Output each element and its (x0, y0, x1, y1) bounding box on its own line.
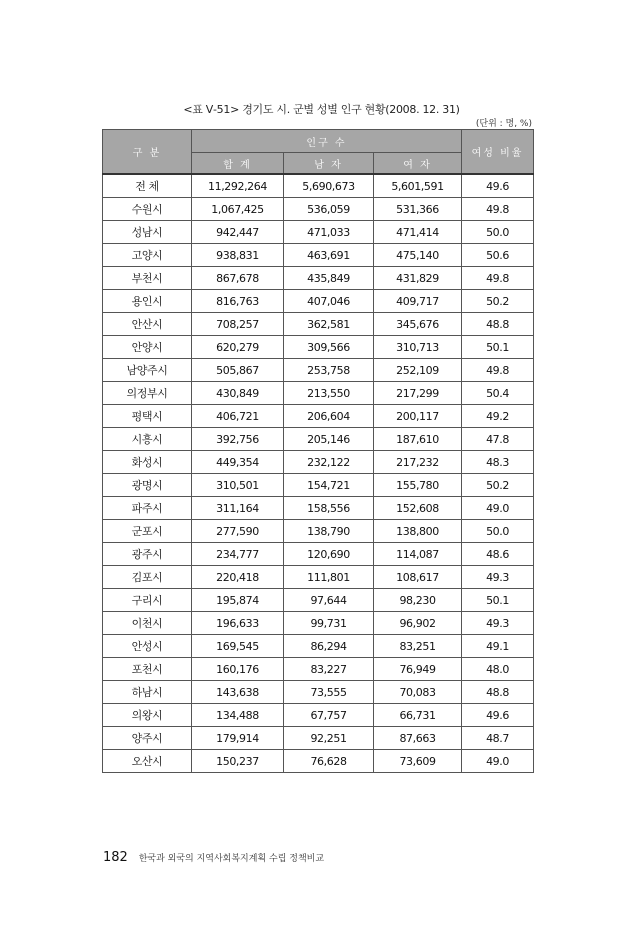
table-row (103, 198, 534, 221)
cell-male: 76,628 (284, 750, 374, 773)
cell-female-ratio: 48.8 (462, 681, 534, 704)
table-row (103, 520, 534, 543)
cell-female-ratio: 48.0 (462, 658, 534, 681)
table-row (103, 566, 534, 589)
cell-male: 471,033 (284, 221, 374, 244)
cell-female: 114,087 (374, 543, 462, 566)
table-row (103, 290, 534, 313)
table-row (103, 382, 534, 405)
cell-female: 310,713 (374, 336, 462, 359)
table-row (103, 750, 534, 773)
cell-female-ratio: 50.0 (462, 520, 534, 543)
cell-total: 1,067,425 (192, 198, 284, 221)
table-row (103, 313, 534, 336)
table-row (103, 497, 534, 520)
cell-female: 409,717 (374, 290, 462, 313)
cell-male: 83,227 (284, 658, 374, 681)
population-table (102, 129, 534, 773)
cell-region: 양주시 (103, 727, 192, 750)
header-total: 합 계 (192, 153, 284, 175)
cell-region: 전 체 (103, 174, 192, 198)
cell-female-ratio: 49.6 (462, 704, 534, 727)
cell-female-ratio: 48.3 (462, 451, 534, 474)
cell-total: 277,590 (192, 520, 284, 543)
cell-male: 73,555 (284, 681, 374, 704)
header-female: 여 자 (374, 153, 462, 175)
cell-region: 광명시 (103, 474, 192, 497)
cell-female: 87,663 (374, 727, 462, 750)
cell-female: 5,601,591 (374, 174, 462, 198)
cell-total: 143,638 (192, 681, 284, 704)
cell-female: 138,800 (374, 520, 462, 543)
cell-total: 620,279 (192, 336, 284, 359)
cell-total: 150,237 (192, 750, 284, 773)
header-population: 인구 수 (192, 130, 462, 153)
cell-total: 310,501 (192, 474, 284, 497)
cell-female: 217,232 (374, 451, 462, 474)
cell-female: 531,366 (374, 198, 462, 221)
cell-female-ratio: 49.1 (462, 635, 534, 658)
page-footer (103, 850, 324, 865)
cell-total: 234,777 (192, 543, 284, 566)
cell-male: 232,122 (284, 451, 374, 474)
cell-total: 430,849 (192, 382, 284, 405)
cell-total: 311,164 (192, 497, 284, 520)
cell-female: 431,829 (374, 267, 462, 290)
cell-total: 169,545 (192, 635, 284, 658)
cell-female-ratio: 49.3 (462, 566, 534, 589)
cell-female-ratio: 49.8 (462, 359, 534, 382)
cell-female: 152,608 (374, 497, 462, 520)
table-row (103, 612, 534, 635)
cell-male: 99,731 (284, 612, 374, 635)
cell-female: 345,676 (374, 313, 462, 336)
cell-male: 158,556 (284, 497, 374, 520)
cell-female: 155,780 (374, 474, 462, 497)
cell-female-ratio: 50.1 (462, 336, 534, 359)
cell-male: 111,801 (284, 566, 374, 589)
cell-total: 220,418 (192, 566, 284, 589)
cell-total: 160,176 (192, 658, 284, 681)
table-row (103, 681, 534, 704)
cell-total: 406,721 (192, 405, 284, 428)
cell-total: 134,488 (192, 704, 284, 727)
cell-total: 196,633 (192, 612, 284, 635)
cell-region: 부천시 (103, 267, 192, 290)
page-number: 182 (103, 850, 128, 865)
cell-female: 83,251 (374, 635, 462, 658)
cell-region: 의왕시 (103, 704, 192, 727)
cell-male: 309,566 (284, 336, 374, 359)
cell-male: 206,604 (284, 405, 374, 428)
cell-female-ratio: 48.8 (462, 313, 534, 336)
cell-region: 안성시 (103, 635, 192, 658)
cell-female-ratio: 48.7 (462, 727, 534, 750)
table-row (103, 359, 534, 382)
unit-note: (단위 : 명, %) (475, 119, 532, 129)
cell-region: 오산시 (103, 750, 192, 773)
cell-region: 광주시 (103, 543, 192, 566)
cell-region: 파주시 (103, 497, 192, 520)
cell-total: 867,678 (192, 267, 284, 290)
cell-male: 435,849 (284, 267, 374, 290)
cell-male: 92,251 (284, 727, 374, 750)
table-row (103, 174, 534, 198)
cell-female-ratio: 49.8 (462, 198, 534, 221)
cell-female-ratio: 50.6 (462, 244, 534, 267)
cell-female: 76,949 (374, 658, 462, 681)
cell-female-ratio: 47.8 (462, 428, 534, 451)
cell-male: 67,757 (284, 704, 374, 727)
header-male: 남 자 (284, 153, 374, 175)
table-row (103, 474, 534, 497)
cell-region: 수원시 (103, 198, 192, 221)
cell-female-ratio: 50.2 (462, 474, 534, 497)
table-row (103, 405, 534, 428)
cell-region: 남양주시 (103, 359, 192, 382)
cell-region: 의정부시 (103, 382, 192, 405)
cell-region: 안산시 (103, 313, 192, 336)
cell-male: 536,059 (284, 198, 374, 221)
cell-female-ratio: 48.6 (462, 543, 534, 566)
table-caption: <표 Ⅴ-51> 경기도 시. 군별 성별 인구 현황(2008. 12. 31) (183, 103, 460, 116)
cell-female: 200,117 (374, 405, 462, 428)
cell-male: 253,758 (284, 359, 374, 382)
cell-female: 70,083 (374, 681, 462, 704)
cell-female-ratio: 49.0 (462, 750, 534, 773)
cell-region: 용인시 (103, 290, 192, 313)
cell-male: 213,550 (284, 382, 374, 405)
table-row (103, 704, 534, 727)
cell-male: 362,581 (284, 313, 374, 336)
cell-region: 구리시 (103, 589, 192, 612)
cell-total: 938,831 (192, 244, 284, 267)
cell-female-ratio: 49.6 (462, 174, 534, 198)
cell-female-ratio: 50.2 (462, 290, 534, 313)
cell-total: 195,874 (192, 589, 284, 612)
cell-region: 포천시 (103, 658, 192, 681)
cell-male: 463,691 (284, 244, 374, 267)
table-row (103, 451, 534, 474)
table-row (103, 428, 534, 451)
cell-male: 5,690,673 (284, 174, 374, 198)
cell-total: 179,914 (192, 727, 284, 750)
cell-male: 138,790 (284, 520, 374, 543)
cell-male: 154,721 (284, 474, 374, 497)
cell-female: 252,109 (374, 359, 462, 382)
cell-male: 97,644 (284, 589, 374, 612)
cell-female-ratio: 49.8 (462, 267, 534, 290)
cell-male: 205,146 (284, 428, 374, 451)
table-row (103, 543, 534, 566)
cell-male: 120,690 (284, 543, 374, 566)
cell-female: 73,609 (374, 750, 462, 773)
cell-total: 505,867 (192, 359, 284, 382)
table-row (103, 589, 534, 612)
cell-region: 김포시 (103, 566, 192, 589)
cell-region: 고양시 (103, 244, 192, 267)
cell-region: 군포시 (103, 520, 192, 543)
table-row (103, 244, 534, 267)
header-female-ratio: 여성 비율 (462, 130, 534, 175)
cell-total: 942,447 (192, 221, 284, 244)
cell-male: 407,046 (284, 290, 374, 313)
cell-female: 187,610 (374, 428, 462, 451)
cell-male: 86,294 (284, 635, 374, 658)
cell-region: 이천시 (103, 612, 192, 635)
cell-female: 471,414 (374, 221, 462, 244)
table-body (103, 174, 534, 773)
cell-total: 449,354 (192, 451, 284, 474)
cell-total: 708,257 (192, 313, 284, 336)
cell-female-ratio: 50.4 (462, 382, 534, 405)
cell-female: 108,617 (374, 566, 462, 589)
cell-female-ratio: 50.1 (462, 589, 534, 612)
cell-region: 시흥시 (103, 428, 192, 451)
table-row (103, 635, 534, 658)
cell-total: 392,756 (192, 428, 284, 451)
header-category: 구 분 (103, 130, 192, 175)
cell-female: 475,140 (374, 244, 462, 267)
cell-region: 하남시 (103, 681, 192, 704)
running-title: 한국과 외국의 지역사회복지계획 수립 정책비교 (138, 854, 325, 864)
cell-female-ratio: 49.0 (462, 497, 534, 520)
cell-female-ratio: 49.3 (462, 612, 534, 635)
table-row (103, 658, 534, 681)
cell-total: 11,292,264 (192, 174, 284, 198)
cell-female: 96,902 (374, 612, 462, 635)
cell-region: 성남시 (103, 221, 192, 244)
cell-region: 평택시 (103, 405, 192, 428)
cell-female: 217,299 (374, 382, 462, 405)
table-row (103, 221, 534, 244)
table-row (103, 727, 534, 750)
cell-total: 816,763 (192, 290, 284, 313)
cell-female: 66,731 (374, 704, 462, 727)
cell-female-ratio: 50.0 (462, 221, 534, 244)
table-row (103, 336, 534, 359)
table-row (103, 267, 534, 290)
cell-region: 화성시 (103, 451, 192, 474)
cell-female: 98,230 (374, 589, 462, 612)
cell-region: 안양시 (103, 336, 192, 359)
cell-female-ratio: 49.2 (462, 405, 534, 428)
